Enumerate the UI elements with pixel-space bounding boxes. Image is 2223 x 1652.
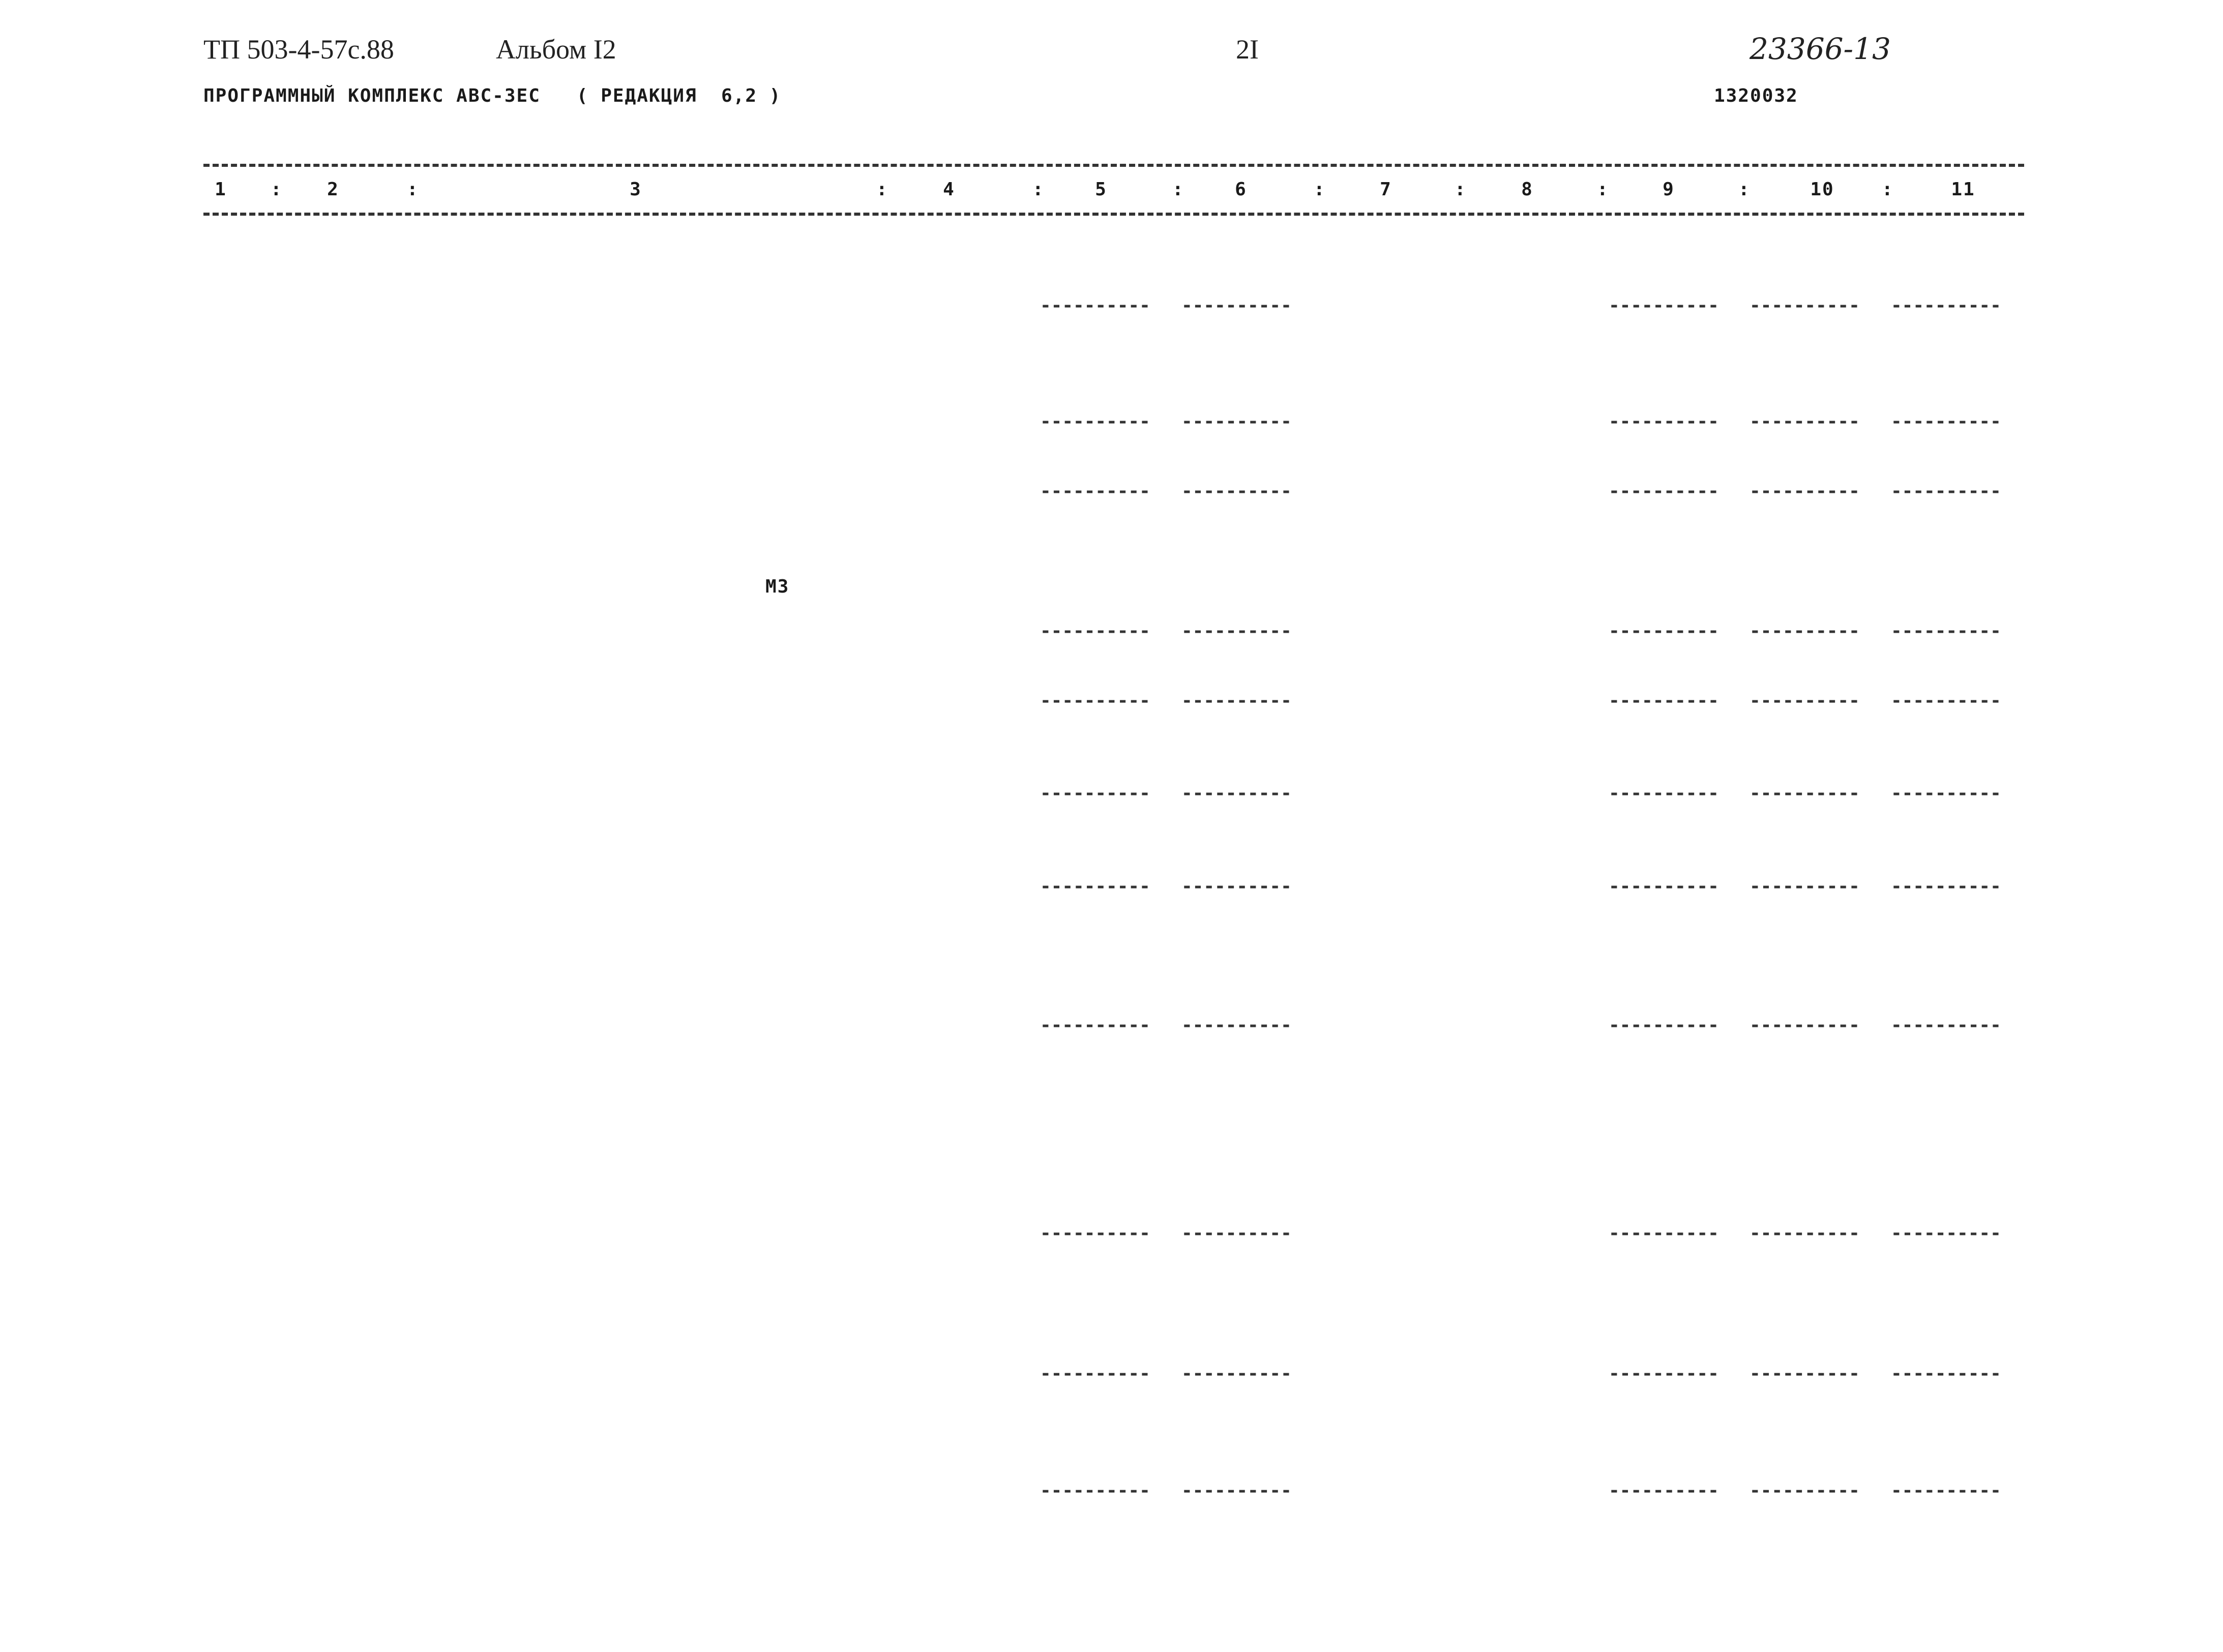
row-subtotal-rule: ---------- [1040, 1015, 1150, 1036]
column-header-11: 11 [1951, 179, 1975, 200]
column-header-6: 6 [1235, 179, 1247, 200]
row-subtotal-rule: ---------- [1040, 411, 1150, 432]
row-subtotal-rule: ---------- [1891, 1480, 2001, 1501]
row-subtotal-rule: ---------- [1609, 1480, 1719, 1501]
row-subtotal-rule: ---------- [1609, 1363, 1719, 1384]
row-subtotal-rule: ---------- [1181, 621, 1292, 641]
row-subtotal-rule: ---------- [1181, 876, 1292, 897]
column-divider: : [1314, 179, 1326, 200]
row-subtotal-rule: ---------- [1609, 621, 1719, 641]
row-subtotal-rule: ---------- [1609, 481, 1719, 501]
row-subtotal-rule: ---------- [1891, 1363, 2001, 1384]
row-subtotal-rule: ---------- [1750, 1015, 1860, 1036]
row-subtotal-rule: ---------- [1181, 1480, 1292, 1501]
row-subtotal-rule: ---------- [1040, 1363, 1150, 1384]
row-subtotal-rule: ---------- [1750, 1363, 1860, 1384]
row-subtotal-rule: ---------- [1609, 690, 1719, 711]
column-header-8: 8 [1521, 179, 1533, 200]
row-subtotal-rule: ---------- [1750, 411, 1860, 432]
row-subtotal-rule: ---------- [1040, 876, 1150, 897]
column-divider: : [1032, 179, 1045, 200]
row-subtotal-rule: ---------- [1891, 621, 2001, 641]
column-divider: : [1882, 179, 1894, 200]
column-header-10: 10 [1810, 179, 1834, 200]
row-subtotal-rule: ---------- [1609, 783, 1719, 804]
row-subtotal-rule: ---------- [1181, 1363, 1292, 1384]
row-subtotal-rule: ---------- [1891, 1223, 2001, 1244]
column-divider: : [1455, 179, 1467, 200]
column-divider: : [1172, 179, 1184, 200]
row-subtotal-rule: ---------- [1181, 690, 1292, 711]
column-header-2: 2 [327, 179, 339, 200]
doc-code: 1320032 [1714, 85, 1798, 106]
row-subtotal-rule: ---------- [1040, 783, 1150, 804]
row-subtotal-rule: ---------- [1750, 690, 1860, 711]
column-header-1: 1 [215, 179, 227, 200]
row-subtotal-rule: ---------- [1609, 1223, 1719, 1244]
row-subtotal-rule: ---------- [1040, 690, 1150, 711]
row-subtotal-rule: ---------- [1181, 783, 1292, 804]
column-header-4: 4 [943, 179, 955, 200]
row-subtotal-rule: ---------- [1750, 1480, 1860, 1501]
row-subtotal-rule: ---------- [1181, 295, 1292, 316]
row-subtotal-rule: ---------- [1181, 411, 1292, 432]
row-subtotal-rule: ---------- [1040, 1223, 1150, 1244]
row-subtotal-rule: ---------- [1750, 481, 1860, 501]
column-header-5: 5 [1095, 179, 1107, 200]
row-subtotal-rule: ---------- [1891, 876, 2001, 897]
program-line: ПРОГРАММНЫЙ КОМПЛЕКС АВС-3ЕС ( РЕДАКЦИЯ 6,2 ) [203, 85, 782, 106]
row-subtotal-rule: ---------- [1040, 295, 1150, 316]
table-header-rule [203, 213, 2024, 216]
row-subtotal-rule: ---------- [1891, 783, 2001, 804]
row-subtotal-rule: ---------- [1609, 1015, 1719, 1036]
row-subtotal-rule: ---------- [1609, 876, 1719, 897]
column-divider: : [876, 179, 888, 200]
row-subtotal-rule: ---------- [1891, 411, 2001, 432]
row-subtotal-rule: ---------- [1040, 1480, 1150, 1501]
table-top-rule [203, 164, 2024, 167]
column-header-9: 9 [1663, 179, 1675, 200]
row-subtotal-rule: ---------- [1750, 1223, 1860, 1244]
column-divider: : [271, 179, 283, 200]
project-code: ТП 503-4-57с.88 [203, 34, 394, 65]
row-subtotal-rule: ---------- [1181, 481, 1292, 501]
row-subtotal-rule: ---------- [1891, 295, 2001, 316]
row-subtotal-rule: ---------- [1181, 1223, 1292, 1244]
row-subtotal-rule: ---------- [1750, 783, 1860, 804]
column-divider: : [407, 179, 419, 200]
row-subtotal-rule: ---------- [1891, 1015, 2001, 1036]
row-subtotal-rule: ---------- [1609, 411, 1719, 432]
page-number: 2I [1236, 34, 1259, 65]
row-subtotal-rule: ---------- [1040, 621, 1150, 641]
row-subtotal-rule: ---------- [1609, 295, 1719, 316]
row-subtotal-rule: ---------- [1891, 481, 2001, 501]
album-label: Альбом I2 [496, 34, 616, 65]
handwritten-number: 23366-13 [1750, 32, 1891, 66]
unit-label: М3 [765, 576, 790, 597]
column-header-7: 7 [1380, 179, 1392, 200]
row-subtotal-rule: ---------- [1750, 621, 1860, 641]
row-subtotal-rule: ---------- [1750, 295, 1860, 316]
row-subtotal-rule: ---------- [1040, 481, 1150, 501]
column-divider: : [1738, 179, 1751, 200]
column-header-3: 3 [630, 179, 642, 200]
column-divider: : [1597, 179, 1609, 200]
row-subtotal-rule: ---------- [1181, 1015, 1292, 1036]
row-subtotal-rule: ---------- [1750, 876, 1860, 897]
row-subtotal-rule: ---------- [1891, 690, 2001, 711]
